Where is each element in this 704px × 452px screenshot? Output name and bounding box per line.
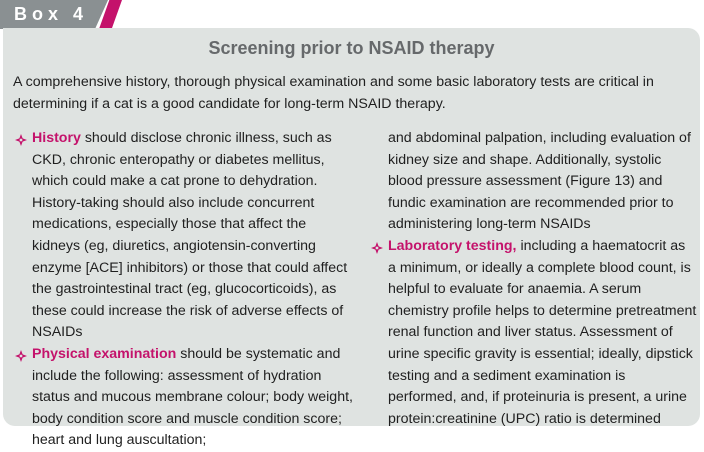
box-title: Screening prior to NSAID therapy bbox=[208, 38, 495, 58]
item-text: should be systematic and include the following: assessment of hydration status and mucous membrane colour; body weight, body condition score and muscle condition score; heart and lung auscultation; bbox=[32, 345, 353, 449]
list-item-history bbox=[13, 128, 357, 344]
item-heading: Physical examination bbox=[32, 345, 177, 362]
bullet-cross-icon bbox=[371, 242, 383, 254]
item-text: including a haematocrit as a minimum, or ideally a complete blood count, is helpful to evaluate for anaemia. A serum chemistry profile helps to determine pretreatment renal function and liver status. Assessment of urine specific gravity is essential; ideally, dipstick testing and a sediment examination is performed, and, if proteinuria is present, a urine protein:creatinine (UPC) ratio is determined bbox=[388, 237, 697, 427]
bullet-cross-icon bbox=[15, 134, 27, 146]
item-text: should disclose chronic illness, such as CKD, chronic enteropathy or diabetes mellitus, which could make a cat prone to dehydration. History-taking should also include concurrent medications, especially those that affect the kidneys (eg, diuretics, angiotensin-converting enzyme [ACE] inhibitors) or those that could affect the gastrointestinal tract (eg, glucocorticoids), as these could increase the risk of adverse effects of NSAIDs bbox=[32, 130, 348, 341]
list-item-physical-exam bbox=[13, 344, 357, 452]
box-label: Box 4 bbox=[14, 4, 89, 24]
intro-paragraph: A comprehensive history, thorough physical examination and some basic laboratory tests are critical in determining if a cat is a good candidate for long-term NSAID therapy. bbox=[13, 74, 654, 112]
info-box bbox=[3, 28, 700, 449]
item-heading: Laboratory testing, bbox=[388, 237, 517, 254]
item-heading: History bbox=[32, 130, 81, 146]
list-item-laboratory bbox=[369, 236, 697, 430]
left-column bbox=[13, 128, 357, 452]
item-continuation: and abdominal palpation, including evaluation of kidney size and shape. Additionally, systolic blood pressure assessment (Figure 13) and fundic examination are recommended prior to administering long-term NSAIDs bbox=[388, 130, 691, 233]
right-column bbox=[369, 128, 697, 430]
bullet-cross-icon bbox=[15, 350, 27, 362]
